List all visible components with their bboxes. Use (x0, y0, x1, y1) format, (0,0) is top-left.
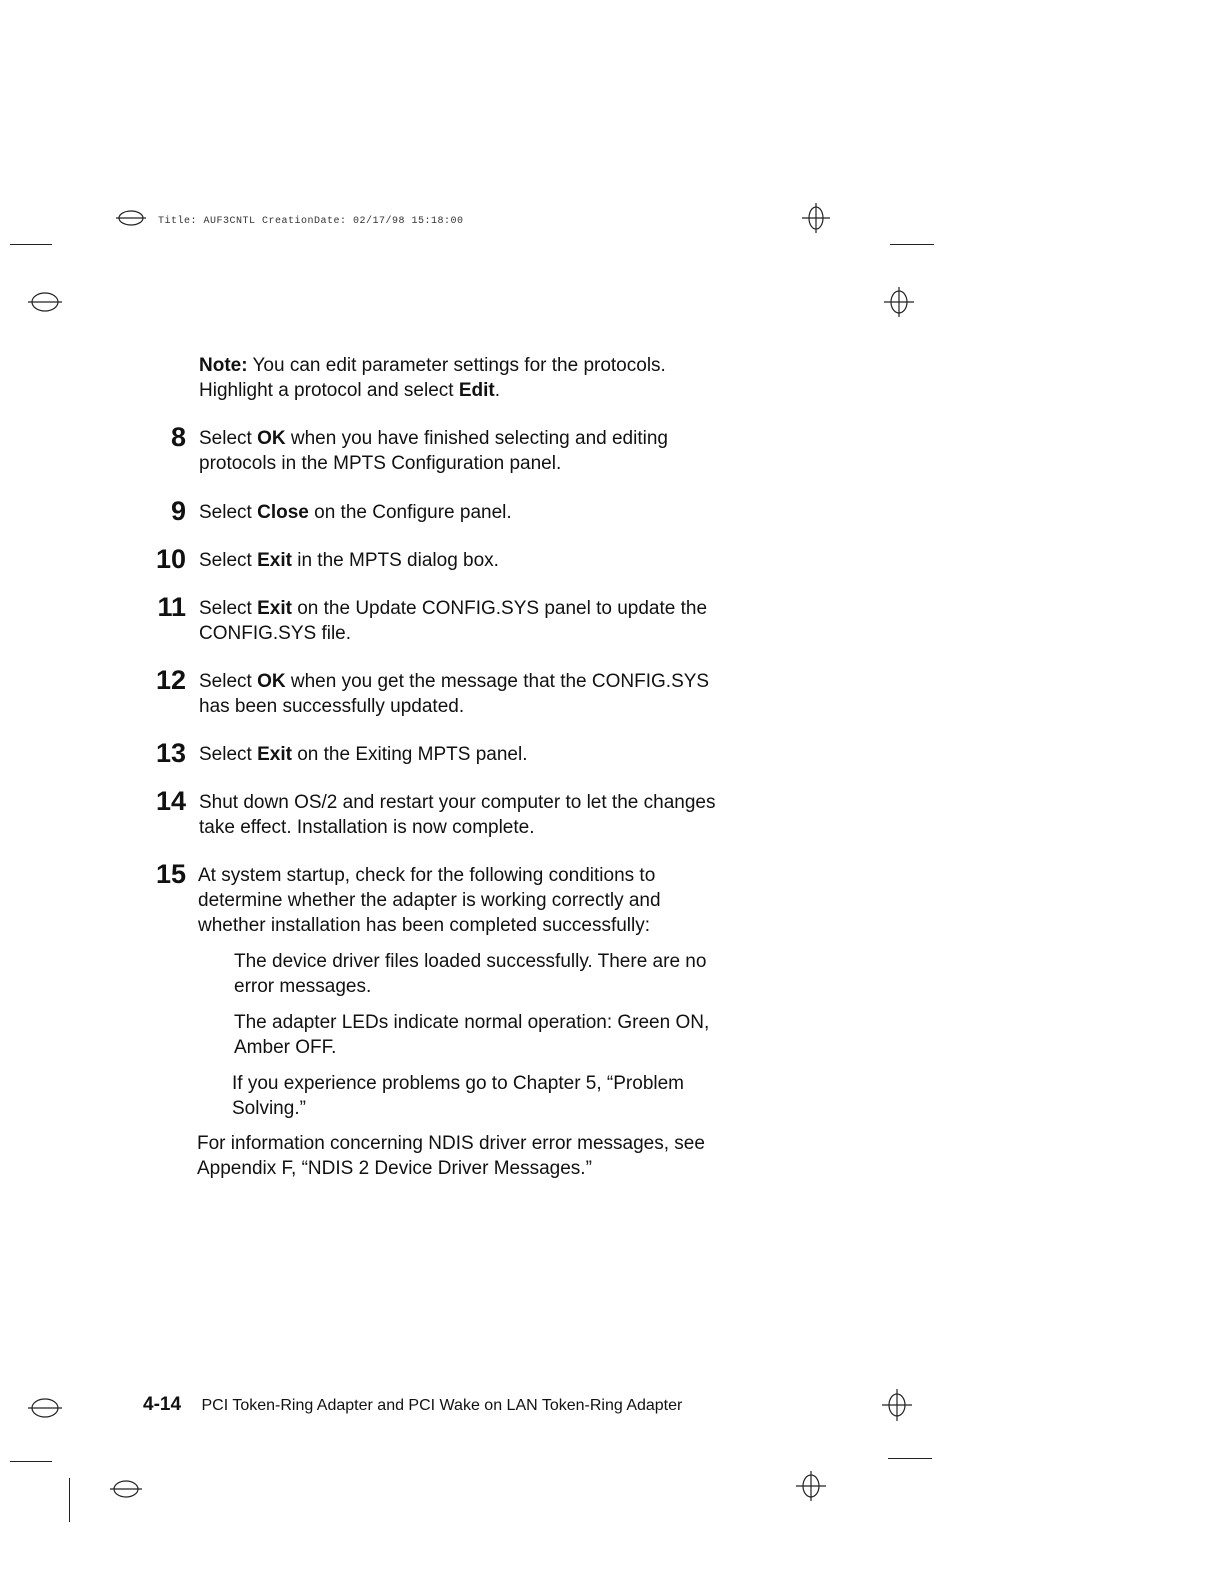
crosshair-icon (880, 1388, 914, 1422)
step-number: 12 (155, 665, 186, 695)
page-number: 4-14 (143, 1394, 182, 1415)
crop-rule (890, 244, 934, 245)
condition-item: If you experience problems go to Chapter 5, “Problem Solving.” (232, 1073, 685, 1119)
crop-rule (888, 1458, 932, 1459)
crosshair-icon (794, 1470, 828, 1502)
registration-mark-icon (108, 1478, 144, 1500)
condition-item: The adapter LEDs indicate normal operation: Green ON, Amber OFF. (234, 1012, 710, 1058)
step-10-text: Select Exit in the MPTS dialog box. (199, 550, 499, 571)
registration-mark-icon (26, 1396, 64, 1420)
crosshair-icon (882, 286, 916, 318)
closing-paragraph: For information concerning NDIS driver error messages, see Appendix F, “NDIS 2 Device Driver Messages.” (197, 1133, 705, 1179)
step-number: 13 (155, 738, 186, 768)
step-number: 15 (155, 859, 186, 889)
step-number: 8 (170, 422, 186, 452)
step-number: 10 (155, 544, 186, 574)
step-number: 14 (155, 786, 186, 816)
step-15-text: At system startup, check for the following conditions to determine whether the adapter is working correctly and whether installation has been completed successfully: (198, 865, 661, 936)
registration-mark-icon (26, 290, 64, 314)
condition-item: The device driver files loaded successfully. There are no error messages. (234, 951, 707, 997)
crop-rule (69, 1478, 70, 1522)
book-title: PCI Token-Ring Adapter and PCI Wake on LAN Token-Ring Adapter (201, 1397, 683, 1414)
step-12-text: Select OK when you get the message that the CONFIG.SYS has been successfully updated. (199, 671, 710, 717)
crop-rule (10, 1461, 52, 1462)
step-9-text: Select Close on the Configure panel. (199, 502, 512, 523)
note-label: Note: (199, 355, 248, 376)
step-14-text: Shut down OS/2 and restart your computer to let the changes take effect. Installation is now complete. (199, 792, 716, 838)
step-13-text: Select Exit on the Exiting MPTS panel. (199, 744, 528, 765)
step-8-text: Select OK when you have finished selecting and editing protocols in the MPTS Configuration panel. (199, 428, 668, 474)
note-text: You can edit parameter settings for the protocols. (247, 355, 666, 376)
crop-rule (10, 244, 52, 245)
step-11-text: Select Exit on the Update CONFIG.SYS panel to update the CONFIG.SYS file. (199, 598, 708, 644)
step-number: 11 (157, 592, 186, 622)
step-number: 9 (170, 496, 186, 526)
registration-mark-icon (114, 208, 148, 228)
crosshair-icon (800, 202, 832, 234)
note: Note: You can edit parameter settings for the protocols. Highlight a protocol and select Edit. (199, 355, 666, 401)
edit-label: Edit (458, 380, 495, 401)
print-header: Title: AUF3CNTL CreationDate: 02/17/98 15:18:00 (158, 216, 464, 227)
page-footer (143, 1394, 682, 1416)
